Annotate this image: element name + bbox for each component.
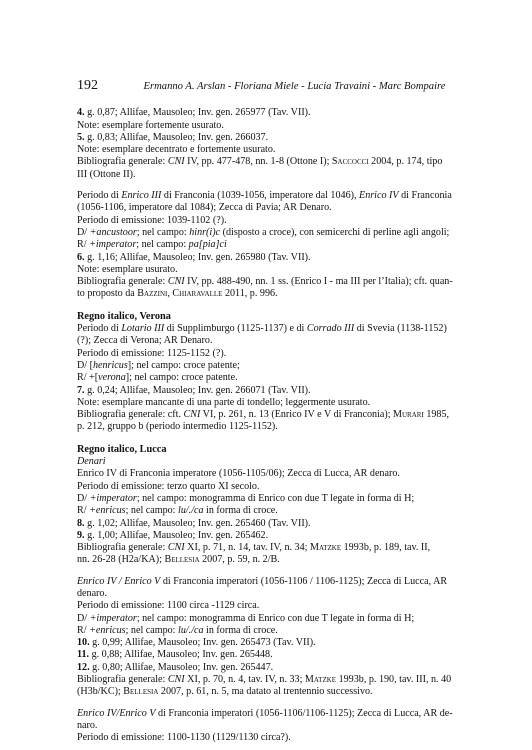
text-run: XI, p. 71, n. 14, tav. IV, n. 34;	[184, 542, 310, 554]
italic-text: +ancustoor	[89, 226, 137, 238]
entry-line	[77, 144, 472, 156]
bibliography-line	[77, 276, 472, 288]
entry-number: 11.	[77, 649, 90, 661]
author-name: Saccocci	[331, 156, 369, 168]
entry-number: 10.	[77, 637, 90, 649]
obverse-line	[77, 613, 472, 625]
text-run: IV, pp. 477-478, nn. 1-8 (Ottone I);	[184, 156, 332, 168]
text-run: IV, pp. 488-490, nn. 1 ss. (Enrico I - ma III per l’Italia); cft. quan-	[184, 276, 453, 288]
text-run: 2007, p. 59, n. 2/B.	[199, 554, 280, 566]
emission-line	[77, 215, 472, 227]
text-run: D/	[77, 612, 90, 624]
author-name: Matzke	[309, 542, 342, 554]
emission-line	[77, 732, 472, 744]
text-run: (disposto a croce), con semicerchi di perline agli angoli;	[220, 226, 450, 238]
italic-text: lu/./ca	[178, 505, 204, 517]
text-run: (1056-1106, imperatore dal 1084); Zecca di Pavia; AR Denaro.	[77, 202, 332, 214]
emission-line	[77, 481, 472, 493]
text-run: Periodo di emissione: 1100 circa -1129 circa.	[77, 600, 260, 612]
text-run: naro.	[77, 719, 98, 731]
text-run: R/	[77, 624, 90, 636]
italic-text: CNI	[167, 674, 185, 686]
text-run: Periodo di	[77, 190, 122, 202]
period-line	[77, 588, 472, 600]
text-run: g. 0,88; Allifae, Mausoleo; Inv. gen. 265448.	[89, 649, 273, 661]
italic-text: CNI	[167, 276, 185, 288]
italic-text: henricus	[92, 359, 128, 371]
italic-text: Enrico IV/Enrico V	[77, 707, 156, 719]
text-run: Periodo di	[77, 323, 122, 335]
text-run: p. 212, gruppo b (periodo intermedio 1125-1152).	[77, 421, 278, 433]
bibliography-line	[77, 542, 472, 554]
text-run: D/	[77, 492, 90, 504]
text-run: di Supplimburgo (1125-1137) e di	[164, 323, 307, 335]
italic-text: Enrico III	[121, 190, 162, 202]
text-run: 2004, p. 174, tipo	[368, 156, 443, 168]
italic-text: +enricus	[89, 624, 126, 636]
text-run: D/	[77, 226, 90, 238]
entry-number: 6.	[77, 251, 85, 263]
italic-text: pa[pia]ci	[188, 239, 227, 251]
italic-text: hinr(i)c	[189, 226, 221, 238]
text-run: Regno italico, Verona	[77, 310, 171, 322]
entry-line	[77, 252, 472, 264]
period-block-enrico-iii	[77, 190, 472, 301]
text-run: Denari	[77, 456, 106, 468]
reverse-line	[77, 625, 472, 637]
text-run: di Franconia imperatori (1056-1106/1106-1125); Zecca di Lucca, AR de-	[155, 707, 453, 719]
text-run: (H3b/KC);	[77, 686, 124, 698]
entry-number: 12.	[77, 661, 90, 673]
text-run: R/	[77, 505, 90, 517]
catalogue-entries	[77, 107, 472, 744]
bibliography-line	[77, 674, 472, 686]
entry-number: 5.	[77, 131, 85, 143]
text-run: Bibliografia generale:	[77, 542, 168, 554]
text-run: di Franconia	[398, 190, 452, 202]
bibliography-line	[77, 686, 472, 698]
text-run: di Svevia (1138-1152)	[354, 323, 447, 335]
period-line	[77, 468, 472, 480]
text-run: di Franconia (1039-1056, imperatore dal 1046),	[161, 190, 360, 202]
page-number: 192	[77, 78, 98, 93]
page-header	[77, 80, 472, 93]
text-run: ]; nel campo: croce patente.	[125, 372, 238, 384]
text-run: 2011, p. 996.	[222, 288, 278, 300]
text-run: g. 1,02; Allifae, Mausoleo; Inv. gen. 265460 (Tav. VII).	[84, 517, 311, 529]
text-run: g. 0,87; Allifae, Mausoleo; Inv. gen. 265977 (Tav. VII).	[84, 107, 311, 119]
text-run: Note: esemplare fortemente usurato.	[77, 119, 224, 131]
text-run: Bibliografia generale: cft.	[77, 409, 184, 421]
author-name: Matzke	[304, 674, 337, 686]
text-run: g. 0,24; Allifae, Mausoleo; Inv. gen. 266071 (Tav. VII).	[84, 384, 311, 396]
text-run: di Franconia imperatori (1056-1106 / 1106-1125); Zecca di Lucca, AR	[160, 575, 448, 587]
reverse-line	[77, 239, 472, 251]
period-line	[77, 576, 472, 588]
italic-text: verona	[98, 372, 126, 384]
text-run: Regno italico, Lucca	[77, 443, 167, 455]
text-run: Bibliografia generale:	[77, 276, 168, 288]
author-name: Bazzini, Chiaravalle	[137, 288, 223, 300]
emission-line	[77, 600, 472, 612]
entry-line	[77, 132, 472, 144]
reverse-line	[77, 505, 472, 517]
entry-number: 7.	[77, 384, 85, 396]
text-run: g. 0,99; Allifae, Mausoleo; Inv. gen. 265473 (Tav. VII).	[89, 637, 316, 649]
text-run: 1993b, p. 190, tav. III, n. 40	[336, 674, 452, 686]
text-run: VI, p. 261, n. 13 (Enrico IV e V di Franconia);	[200, 409, 394, 421]
text-run: g. 0,80; Allifae, Mausoleo; Inv. gen. 265447.	[89, 661, 274, 673]
bibliography-line	[77, 421, 472, 433]
text-run: ]; nel campo: croce patente;	[127, 359, 240, 371]
text-run: ; nel campo: monogramma di Enrico con due T legate in forma di H;	[136, 612, 415, 624]
italic-text: Corrado III	[306, 323, 355, 335]
entry-number: 4.	[77, 107, 85, 119]
text-run: g. 0,83; Allifae, Mausoleo; Inv. gen. 266037.	[84, 131, 269, 143]
italic-text: Enrico IV	[359, 190, 399, 202]
entry-line	[77, 662, 472, 674]
entry-line	[77, 637, 472, 649]
text-run: ; nel campo:	[136, 239, 189, 251]
entry-line	[77, 264, 472, 276]
running-title: Ermanno A. Arslan - Floriana Miele - Lucia Travaini - Marc Bompaire	[143, 81, 446, 92]
text-run: Note: esemplare usurato.	[77, 263, 178, 275]
text-run: III (Ottone II).	[77, 168, 136, 180]
reverse-line	[77, 372, 472, 384]
author-name: Murari	[393, 409, 424, 421]
obverse-line	[77, 493, 472, 505]
emission-line	[77, 348, 472, 360]
entry-line	[77, 120, 472, 132]
period-line	[77, 202, 472, 214]
entry-line	[77, 518, 472, 530]
italic-text: +enricus	[89, 505, 126, 517]
text-run: XI, p. 70, n. 4, tav. IV, n. 33;	[184, 674, 305, 686]
text-run: R/	[77, 239, 90, 251]
text-run: Periodo di emissione: 1100-1130 (1129/1130 circa?).	[77, 732, 291, 744]
author-name: Bellesia	[123, 686, 159, 698]
period-line	[77, 720, 472, 732]
entry-number: 8.	[77, 517, 85, 529]
period-line	[77, 190, 472, 202]
text-run: Enrico IV di Franconia imperatore (1056-1105/06); Zecca di Lucca, AR denaro.	[77, 468, 400, 480]
text-run: denaro.	[77, 587, 107, 599]
section-title-verona	[77, 311, 472, 323]
italic-text: CNI	[167, 542, 185, 554]
entry-line	[77, 397, 472, 409]
entry-line	[77, 107, 472, 119]
section-title-lucca	[77, 444, 472, 456]
text-run: to proposto da	[77, 288, 138, 300]
text-run: ; nel campo: monogramma di Enrico con due T legate in forma di H;	[136, 492, 415, 504]
bibliography-line	[77, 554, 472, 566]
bibliography-line	[77, 288, 472, 300]
text-run: (?); Zecca di Verona; AR Denaro.	[77, 335, 213, 347]
text-run: Note: esemplare decentrato e fortemente usurato.	[77, 144, 276, 156]
italic-text: +imperator	[89, 492, 137, 504]
obverse-line	[77, 360, 472, 372]
bibliography-line	[77, 409, 472, 421]
text-run: g. 1,00; Allifae, Mausoleo; Inv. gen. 265462.	[84, 529, 269, 541]
text-run: Bibliografia generale:	[77, 156, 168, 168]
text-run: in forma di croce.	[203, 624, 278, 636]
text-run: ; nel campo:	[125, 624, 179, 636]
text-run: g. 1,16; Allifae, Mausoleo; Inv. gen. 265980 (Tav. VII).	[84, 251, 311, 263]
entry-line	[77, 649, 472, 661]
italic-text: Enrico IV / Enrico V	[77, 575, 161, 587]
text-run: Note: esemplare mancante di una parte di tondello; leggermente usurato.	[77, 396, 371, 408]
text-run: Periodo di emissione: terzo quarto XI secolo.	[77, 480, 260, 492]
text-run: ; nel campo:	[125, 505, 179, 517]
text-run: nn. 26-28 (H2a/KA);	[77, 554, 165, 566]
bibliography-line	[77, 169, 472, 181]
text-run: ; nel campo:	[136, 226, 190, 238]
entry-number: 9.	[77, 529, 85, 541]
entry-line	[77, 530, 472, 542]
period-block-enrico-iv-v-2	[77, 708, 472, 745]
italic-text: CNI	[167, 156, 185, 168]
italic-text: CNI	[183, 409, 201, 421]
bibliography-line	[77, 156, 472, 168]
text-run: D/ [	[77, 359, 93, 371]
text-run: Periodo di emissione: 1039-1102 (?).	[77, 214, 227, 226]
period-line	[77, 335, 472, 347]
author-name: Bellesia	[164, 554, 200, 566]
obverse-line	[77, 227, 472, 239]
text-run: R/ +[	[77, 372, 99, 384]
text-run: Bibliografia generale:	[77, 674, 168, 686]
text-run: 2007, p. 61, n. 5, ma datato al trentennio successivo.	[158, 686, 373, 698]
text-run: 1985,	[423, 409, 450, 421]
text-run: 1993b, p. 189, tav. II,	[341, 542, 431, 554]
italic-text: +imperator	[89, 612, 137, 624]
italic-text: lu/./ca	[178, 624, 204, 636]
subheading-denari	[77, 456, 472, 468]
text-run: in forma di croce.	[203, 505, 278, 517]
period-block-enrico-iv-v	[77, 576, 472, 699]
period-line	[77, 708, 472, 720]
italic-text: Lotario III	[121, 323, 165, 335]
italic-text: +imperator	[89, 239, 137, 251]
text-run: Periodo di emissione: 1125-1152 (?).	[77, 347, 227, 359]
period-line	[77, 323, 472, 335]
entry-line	[77, 385, 472, 397]
